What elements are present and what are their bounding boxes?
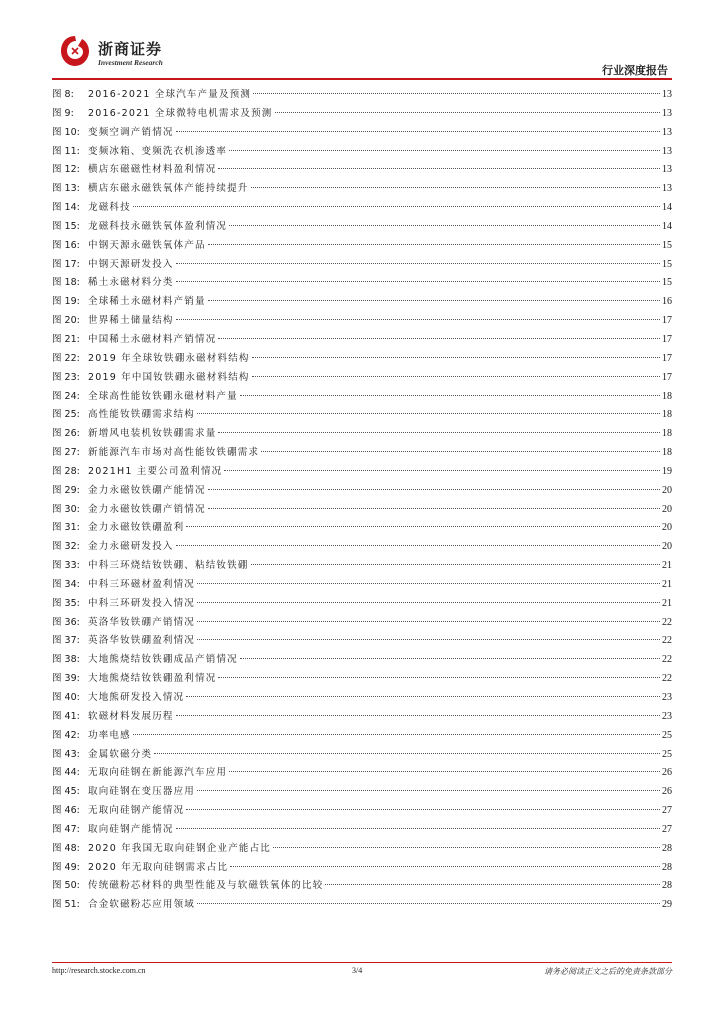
toc-dot-leader bbox=[176, 263, 660, 264]
toc-figure-label: 图 42: bbox=[52, 729, 80, 741]
toc-entry[interactable] bbox=[52, 331, 672, 350]
toc-figure-title: 英洛华钕铁硼产销情况 bbox=[88, 616, 196, 628]
toc-dot-leader bbox=[197, 639, 660, 640]
toc-figure-label: 图 14: bbox=[52, 202, 80, 214]
toc-dot-leader bbox=[176, 131, 660, 132]
toc-entry[interactable] bbox=[52, 312, 672, 331]
toc-figure-title: 横店东磁永磁铁氧体产能持续提升 bbox=[88, 183, 249, 195]
toc-figure-label: 图 30: bbox=[52, 503, 80, 515]
toc-entry[interactable] bbox=[52, 350, 672, 369]
toc-dot-leader bbox=[186, 696, 660, 697]
toc-dot-leader bbox=[176, 828, 660, 829]
footer-url-link[interactable]: http://research.stocke.com.cn bbox=[52, 966, 146, 975]
toc-dot-leader bbox=[252, 357, 660, 358]
toc-figure-label: 图 47: bbox=[52, 823, 80, 835]
toc-figure-label: 图 44: bbox=[52, 767, 80, 779]
toc-page-number: 23 bbox=[662, 692, 672, 703]
toc-dot-leader bbox=[208, 508, 660, 509]
toc-figure-label: 图 31: bbox=[52, 522, 80, 534]
toc-dot-leader bbox=[133, 206, 660, 207]
toc-page-number: 13 bbox=[662, 107, 672, 119]
toc-figure-label: 图 18: bbox=[52, 277, 80, 289]
toc-page-number: 20 bbox=[662, 484, 672, 496]
toc-dot-leader bbox=[252, 376, 660, 377]
toc-entry[interactable] bbox=[52, 180, 672, 199]
toc-page-number: 13 bbox=[662, 145, 672, 157]
toc-page-number: 29 bbox=[662, 899, 672, 911]
toc-entry[interactable] bbox=[52, 727, 672, 746]
toc-entry[interactable] bbox=[52, 388, 672, 407]
toc-figure-title: 2016-2021 全球汽车产量及预测 bbox=[88, 89, 252, 100]
toc-page-number: 20 bbox=[662, 541, 672, 553]
toc-dot-leader bbox=[240, 395, 660, 396]
toc-figure-label: 图 15: bbox=[52, 220, 80, 232]
toc-figure-title: 功率电感 bbox=[88, 729, 131, 741]
toc-entry[interactable] bbox=[52, 746, 672, 765]
toc-figure-title: 大地熊烧结钕铁硼成品产销情况 bbox=[88, 654, 238, 666]
toc-figure-label: 图 23: bbox=[52, 371, 80, 383]
toc-figure-title: 中科三环烧结钕铁硼、粘结钕铁硼 bbox=[88, 560, 249, 572]
toc-dot-leader bbox=[176, 715, 660, 716]
toc-page-number: 18 bbox=[662, 428, 672, 440]
toc-figure-label: 图 45: bbox=[52, 786, 80, 798]
toc-figure-title: 取向硅钢在变压器应用 bbox=[88, 786, 196, 798]
footer-disclaimer: 请务必阅读正文之后的免责条款部分 bbox=[544, 967, 672, 976]
toc-figure-label: 图 8: bbox=[52, 89, 74, 100]
toc-entry[interactable] bbox=[52, 783, 672, 802]
toc-figure-label: 图 35: bbox=[52, 597, 80, 609]
toc-figure-title: 软磁材料发展历程 bbox=[88, 710, 174, 722]
toc-dot-leader bbox=[208, 244, 660, 245]
toc-dot-leader bbox=[197, 583, 660, 584]
toc-dot-leader bbox=[251, 187, 660, 188]
toc-entry[interactable] bbox=[52, 802, 672, 821]
toc-entry[interactable] bbox=[52, 557, 672, 576]
toc-figure-label: 图 28: bbox=[52, 465, 80, 477]
toc-page-number: 21 bbox=[662, 597, 672, 609]
toc-page-number: 28 bbox=[662, 880, 672, 892]
toc-entry[interactable] bbox=[52, 859, 672, 878]
toc-entry[interactable] bbox=[52, 595, 672, 614]
toc-figure-title: 合金软磁粉芯应用领域 bbox=[88, 899, 196, 911]
toc-figure-title: 2020 年无取向硅钢需求占比 bbox=[88, 861, 229, 873]
toc-dot-leader bbox=[186, 809, 660, 810]
toc-figure-title: 中科三环研发投入情况 bbox=[88, 597, 196, 609]
toc-figure-label: 图 13: bbox=[52, 183, 80, 195]
toc-figure-label: 图 17: bbox=[52, 258, 80, 270]
toc-figure-label: 图 10: bbox=[52, 126, 80, 138]
toc-dot-leader bbox=[253, 93, 660, 94]
toc-entry[interactable] bbox=[52, 764, 672, 783]
toc-page-number: 13 bbox=[662, 183, 672, 195]
footer-divider bbox=[52, 962, 672, 963]
toc-figure-title: 2019 年中国钕铁硼永磁材料结构 bbox=[88, 371, 250, 383]
toc-page-number: 19 bbox=[662, 465, 672, 477]
toc-entry[interactable] bbox=[52, 425, 672, 444]
toc-figure-label: 图 11: bbox=[52, 145, 80, 157]
toc-dot-leader bbox=[208, 489, 660, 490]
toc-page-number: 16 bbox=[662, 296, 672, 308]
toc-dot-leader bbox=[197, 413, 660, 414]
toc-entry[interactable] bbox=[52, 821, 672, 840]
toc-page-number: 13 bbox=[662, 164, 672, 176]
toc-figure-title: 2021H1 主要公司盈利情况 bbox=[88, 465, 223, 477]
toc-figure-title: 金属软磁分类 bbox=[88, 748, 153, 760]
toc-dot-leader bbox=[197, 790, 660, 791]
toc-page-number: 22 bbox=[662, 616, 672, 628]
report-type-label: 行业深度报告 bbox=[602, 64, 668, 77]
toc-figure-title: 龙磁科技 bbox=[88, 202, 131, 214]
toc-figure-label: 图 39: bbox=[52, 673, 80, 685]
toc-page-number: 25 bbox=[662, 748, 672, 760]
toc-figure-label: 图 27: bbox=[52, 447, 80, 459]
toc-entry[interactable] bbox=[52, 86, 672, 105]
toc-dot-leader bbox=[240, 658, 660, 659]
toc-figure-title: 新增风电装机钕铁硼需求量 bbox=[88, 428, 217, 440]
toc-dot-leader bbox=[218, 338, 660, 339]
zheshang-logo-icon bbox=[58, 34, 92, 68]
toc-figure-label: 图 50: bbox=[52, 880, 80, 892]
toc-dot-leader bbox=[224, 470, 660, 471]
toc-page-number: 15 bbox=[662, 277, 672, 289]
toc-figure-label: 图 38: bbox=[52, 654, 80, 666]
toc-figure-title: 无取向硅钢产能情况 bbox=[88, 805, 185, 817]
toc-page-number: 27 bbox=[662, 823, 672, 835]
toc-figure-title: 中钢天源研发投入 bbox=[88, 258, 174, 270]
toc-dot-leader bbox=[133, 734, 660, 735]
toc-dot-leader bbox=[176, 281, 660, 282]
toc-dot-leader bbox=[176, 545, 660, 546]
toc-dot-leader bbox=[261, 451, 660, 452]
toc-page-number: 18 bbox=[662, 390, 672, 402]
toc-page-number: 17 bbox=[662, 371, 672, 383]
toc-entry[interactable] bbox=[52, 482, 672, 501]
toc-entry[interactable] bbox=[52, 274, 672, 293]
toc-entry[interactable] bbox=[52, 293, 672, 312]
toc-page-number: 17 bbox=[662, 333, 672, 345]
brand-name-en: Investment Research bbox=[98, 58, 163, 67]
toc-entry[interactable] bbox=[52, 651, 672, 670]
toc-entry[interactable] bbox=[52, 670, 672, 689]
toc-page-number: 28 bbox=[662, 842, 672, 854]
toc-entry[interactable] bbox=[52, 124, 672, 143]
toc-dot-leader bbox=[229, 771, 660, 772]
toc-figure-title: 变频空调产销情况 bbox=[88, 126, 174, 138]
page-header bbox=[0, 0, 724, 80]
toc-entry[interactable] bbox=[52, 143, 672, 162]
toc-page-number: 14 bbox=[662, 202, 672, 214]
toc-figure-label: 图 37: bbox=[52, 635, 80, 647]
toc-figure-title: 2019 年全球钕铁硼永磁材料结构 bbox=[88, 352, 250, 364]
toc-figure-label: 图 43: bbox=[52, 748, 80, 760]
toc-figure-label: 图 20: bbox=[52, 315, 80, 327]
toc-entry[interactable] bbox=[52, 632, 672, 651]
toc-page-number: 13 bbox=[662, 126, 672, 138]
toc-figure-title: 中科三环磁材盈利情况 bbox=[88, 578, 196, 590]
toc-figure-title: 全球稀土永磁材料产销量 bbox=[88, 296, 206, 308]
toc-page-number: 18 bbox=[662, 409, 672, 421]
toc-entry[interactable] bbox=[52, 538, 672, 557]
toc-figure-label: 图 32: bbox=[52, 541, 80, 553]
toc-page-number: 18 bbox=[662, 447, 672, 459]
toc-page-number: 20 bbox=[662, 522, 672, 534]
toc-dot-leader bbox=[251, 564, 660, 565]
toc-figure-title: 取向硅钢产能情况 bbox=[88, 823, 174, 835]
footer-page-indicator: 3/4 bbox=[352, 966, 363, 975]
toc-entry[interactable] bbox=[52, 519, 672, 538]
toc-figure-title: 横店东磁磁性材料盈利情况 bbox=[88, 164, 217, 176]
toc-dot-leader bbox=[197, 621, 660, 622]
toc-figure-label: 图 48: bbox=[52, 842, 80, 854]
toc-dot-leader bbox=[325, 884, 660, 885]
toc-dot-leader bbox=[197, 903, 660, 904]
toc-figure-title: 英洛华钕铁硼盈利情况 bbox=[88, 635, 196, 647]
toc-figure-label: 图 34: bbox=[52, 578, 80, 590]
toc-entry[interactable] bbox=[52, 237, 672, 256]
toc-figure-title: 稀土永磁材料分类 bbox=[88, 277, 174, 289]
toc-figure-label: 图 25: bbox=[52, 409, 80, 421]
toc-figure-label: 图 41: bbox=[52, 710, 80, 722]
toc-figure-title: 金力永磁钕铁硼盈利 bbox=[88, 522, 185, 534]
toc-entry[interactable] bbox=[52, 256, 672, 275]
toc-dot-leader bbox=[197, 602, 660, 603]
toc-figure-label: 图 16: bbox=[52, 239, 80, 251]
toc-page-number: 15 bbox=[662, 258, 672, 270]
toc-figure-label: 图 29: bbox=[52, 484, 80, 496]
toc-figure-title: 变频冰箱、变频洗衣机渗透率 bbox=[88, 145, 228, 157]
toc-figure-title: 2016-2021 全球微特电机需求及预测 bbox=[88, 107, 273, 119]
toc-page-number: 17 bbox=[662, 352, 672, 364]
toc-figure-title: 中钢天源永磁铁氧体产品 bbox=[88, 239, 206, 251]
toc-entry[interactable] bbox=[52, 896, 672, 915]
toc-figure-title: 无取向硅钢在新能源汽车应用 bbox=[88, 767, 228, 779]
toc-figure-title: 大地熊研发投入情况 bbox=[88, 692, 185, 703]
toc-page-number: 26 bbox=[662, 767, 672, 779]
toc-figure-label: 图 26: bbox=[52, 428, 80, 440]
toc-entry[interactable] bbox=[52, 218, 672, 237]
toc-dot-leader bbox=[208, 300, 660, 301]
toc-dot-leader bbox=[273, 847, 660, 848]
toc-figure-title: 金力永磁研发投入 bbox=[88, 541, 174, 553]
toc-dot-leader bbox=[230, 866, 660, 867]
toc-figure-title: 新能源汽车市场对高性能钕铁硼需求 bbox=[88, 447, 260, 459]
toc-entry[interactable] bbox=[52, 614, 672, 633]
toc-entry[interactable] bbox=[52, 501, 672, 520]
toc-page-number: 22 bbox=[662, 654, 672, 666]
toc-page-number: 22 bbox=[662, 635, 672, 647]
toc-figure-title: 2020 年我国无取向硅钢企业产能占比 bbox=[88, 842, 271, 854]
toc-figure-label: 图 12: bbox=[52, 164, 80, 176]
toc-figure-title: 传统磁粉芯材料的典型性能及与软磁铁氧体的比较 bbox=[88, 880, 324, 892]
toc-dot-leader bbox=[275, 112, 660, 113]
toc-entry[interactable] bbox=[52, 708, 672, 727]
toc-entry[interactable] bbox=[52, 840, 672, 859]
toc-page-number: 26 bbox=[662, 786, 672, 798]
toc-entry[interactable] bbox=[52, 406, 672, 425]
toc-entry[interactable] bbox=[52, 444, 672, 463]
toc-figure-title: 高性能钕铁硼需求结构 bbox=[88, 409, 196, 421]
toc-figure-label: 图 19: bbox=[52, 296, 80, 308]
toc-entry[interactable] bbox=[52, 369, 672, 388]
toc-page-number: 17 bbox=[662, 315, 672, 327]
figure-table-of-contents bbox=[52, 86, 672, 915]
toc-page-number: 23 bbox=[662, 710, 672, 722]
toc-page-number: 25 bbox=[662, 729, 672, 741]
toc-dot-leader bbox=[186, 526, 660, 527]
toc-figure-label: 图 9: bbox=[52, 107, 74, 119]
toc-dot-leader bbox=[229, 150, 660, 151]
toc-figure-label: 图 22: bbox=[52, 352, 80, 364]
toc-page-number: 15 bbox=[662, 239, 672, 251]
toc-entry[interactable] bbox=[52, 199, 672, 218]
toc-dot-leader bbox=[218, 677, 660, 678]
toc-figure-label: 图 46: bbox=[52, 805, 80, 817]
toc-figure-title: 金力永磁钕铁硼产能情况 bbox=[88, 484, 206, 496]
toc-entry[interactable] bbox=[52, 463, 672, 482]
toc-page-number: 22 bbox=[662, 673, 672, 685]
toc-page-number: 14 bbox=[662, 220, 672, 232]
toc-page-number: 21 bbox=[662, 560, 672, 572]
toc-figure-title: 龙磁科技永磁铁氧体盈利情况 bbox=[88, 220, 228, 232]
toc-page-number: 20 bbox=[662, 503, 672, 515]
toc-page-number: 21 bbox=[662, 578, 672, 590]
toc-dot-leader bbox=[229, 225, 660, 226]
toc-dot-leader bbox=[154, 753, 660, 754]
toc-entry[interactable] bbox=[52, 161, 672, 180]
toc-page-number: 13 bbox=[662, 89, 672, 100]
toc-entry[interactable] bbox=[52, 105, 672, 124]
toc-figure-title: 金力永磁钕铁硼产销情况 bbox=[88, 503, 206, 515]
header-divider bbox=[52, 78, 672, 80]
toc-figure-title: 世界稀土储量结构 bbox=[88, 315, 174, 327]
toc-dot-leader bbox=[218, 432, 660, 433]
toc-figure-label: 图 36: bbox=[52, 616, 80, 628]
toc-figure-label: 图 51: bbox=[52, 899, 80, 911]
toc-page-number: 28 bbox=[662, 861, 672, 873]
toc-figure-title: 大地熊烧结钕铁硼盈利情况 bbox=[88, 673, 217, 685]
toc-figure-label: 图 40: bbox=[52, 692, 80, 703]
toc-figure-title: 全球高性能钕铁硼永磁材料产量 bbox=[88, 390, 238, 402]
toc-entry[interactable] bbox=[52, 877, 672, 896]
toc-figure-label: 图 21: bbox=[52, 333, 80, 345]
toc-dot-leader bbox=[218, 168, 660, 169]
toc-figure-label: 图 33: bbox=[52, 560, 80, 572]
brand-name-cn: 浙商证券 bbox=[98, 40, 163, 58]
toc-page-number: 27 bbox=[662, 805, 672, 817]
toc-entry[interactable] bbox=[52, 576, 672, 595]
toc-entry[interactable] bbox=[52, 689, 672, 708]
toc-figure-title: 中国稀土永磁材料产销情况 bbox=[88, 333, 217, 345]
toc-figure-label: 图 24: bbox=[52, 390, 80, 402]
toc-dot-leader bbox=[176, 319, 660, 320]
toc-figure-label: 图 49: bbox=[52, 861, 80, 873]
